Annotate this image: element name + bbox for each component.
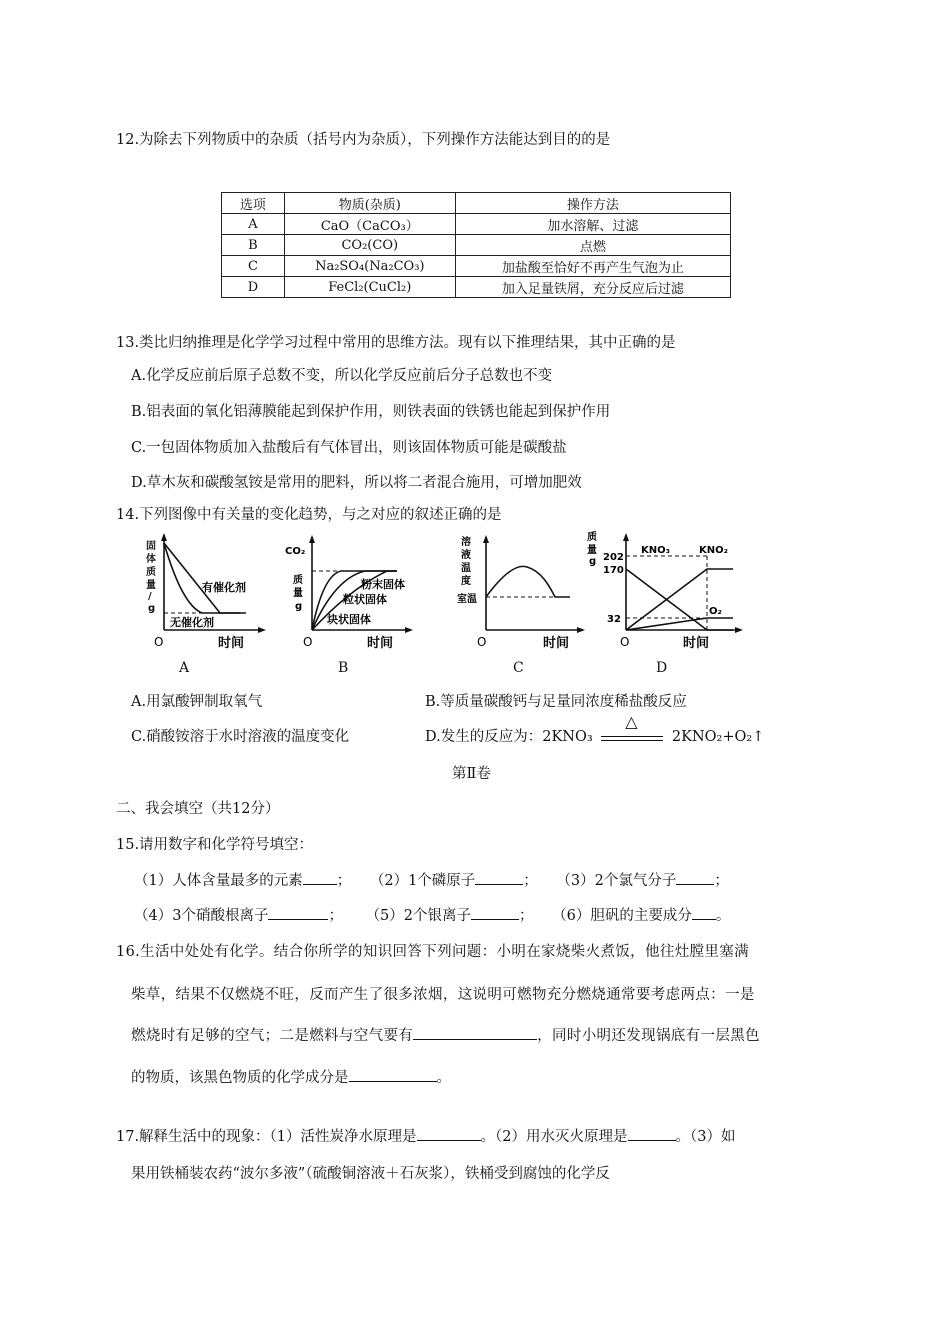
q12-stem: 12.为除去下列物质中的杂质（括号内为杂质），下列操作方法能达到目的的是 (116, 132, 611, 148)
answer-blank[interactable] (268, 905, 328, 920)
graph-c-origin: O (477, 635, 487, 649)
q16-text: 燃烧时有足够的空气；二是燃料与空气要有 (131, 1028, 414, 1044)
graph-b-ylabel-char: g (295, 601, 303, 612)
graph-b-caption: B (338, 660, 349, 676)
graph-c-tick-room-temp: 室温 (457, 594, 477, 605)
answer-blank[interactable] (303, 870, 337, 885)
table-header: 物质(杂质) (284, 193, 455, 214)
graph-b-x-arrow (405, 627, 413, 633)
graph-d-label-o2: O₂ (709, 606, 722, 617)
table-header: 操作方法 (455, 193, 730, 214)
answer-blank[interactable] (417, 1126, 481, 1141)
graph-d-ylabel-char: g (589, 556, 597, 567)
graph-a-label-no-catalyst: 无催化剂 (170, 616, 214, 629)
graph-d-origin: O (620, 635, 630, 649)
answer-blank[interactable] (475, 870, 523, 885)
table-cell: 加盐酸至恰好不再产生气泡为止 (455, 256, 730, 277)
q16-text: 。 (436, 1070, 451, 1086)
graph-a-caption: A (179, 660, 190, 676)
q13-stem: 13.类比归纳推理是化学学习过程中常用的思维方法。现有以下推理结果，其中正确的是 (116, 335, 676, 351)
reaction-arrow (601, 712, 663, 746)
graph-d-tick-32: 32 (607, 614, 621, 625)
graph-d (583, 529, 748, 658)
graph-b-ylabel-char: 量 (293, 588, 303, 599)
graph-d-tick-202: 202 (603, 552, 624, 563)
q15-item-4: （4）3个硝酸根离子 (134, 908, 269, 924)
answer-blank[interactable] (692, 905, 716, 920)
q15-item-3: （3）2个氯气分子 (556, 873, 677, 889)
q13-option-d: D.草木灰和碳酸氢铵是常用的肥料，所以将二者混合施用，可增加肥效 (131, 475, 582, 491)
q17-text: 。（3）如 (675, 1129, 736, 1145)
answer-blank[interactable] (413, 1025, 537, 1040)
answer-blank[interactable] (676, 870, 714, 885)
graph-a-ylabel-char: 体 (146, 554, 156, 565)
q13-option-c: C.一包固体物质加入盐酸后有气体冒出，则该固体物质可能是碳酸盐 (131, 440, 567, 456)
q13-option-b: B.铝表面的氧化铝薄膜能起到保护作用，则铁表面的铁锈也能起到保护作用 (131, 404, 611, 420)
table-cell: CaO（CaCO₃） (284, 214, 455, 235)
section-two-title: 二、我会填空（共12分） (116, 801, 280, 817)
graph-d-y-arrow (623, 533, 629, 541)
graph-a-label-catalyst: 有催化剂 (202, 581, 246, 594)
q16-text: 的物质，该黑色物质的化学成分是 (131, 1070, 349, 1086)
graph-c-ylabel-char: 温 (461, 563, 471, 574)
table-header: 选项 (222, 193, 285, 214)
graph-c-y-arrow (483, 535, 489, 543)
q12-table (221, 192, 731, 298)
graph-b-xlabel: 时间 (367, 636, 394, 651)
graph-b (283, 533, 418, 658)
table-cell: D (222, 277, 285, 298)
q17-text: 17.解释生活中的现象：（1）活性炭净水原理是 (116, 1129, 417, 1145)
graph-c-xlabel: 时间 (543, 636, 570, 651)
table-row (222, 214, 731, 235)
graph-a-ylabel-char: 固 (146, 541, 156, 552)
table-cell: 加入足量铁屑，充分反应后过滤 (455, 277, 730, 298)
table-row (222, 256, 731, 277)
graph-a (140, 533, 270, 658)
graph-c-curve (486, 566, 570, 597)
q15-item-6: （6）胆矾的主要成分 (552, 908, 692, 924)
separator: ； (519, 908, 534, 924)
graph-a-ylabel-char: 质 (146, 567, 156, 578)
graph-b-ytop: CO₂ (285, 546, 306, 557)
q13-option-a: A.化学反应前后原子总数不变，所以化学反应前后分子总数也不变 (131, 368, 553, 384)
graph-a-curve-catalyst (164, 543, 240, 613)
part-two-title: 第Ⅱ卷 (452, 766, 491, 782)
answer-blank[interactable] (349, 1067, 437, 1082)
q15-line-1 (134, 869, 729, 890)
graph-a-ylabel-char: 量 (146, 580, 156, 591)
q17-line-2: 果用铁桶装农药“波尔多液”（硫酸铜溶液＋石灰浆），铁桶受到腐蚀的化学反 (131, 1166, 610, 1182)
q16-line-3 (131, 1024, 760, 1045)
graph-a-origin: O (154, 635, 164, 649)
q16-text: ，同时小明还发现锅底有一层黑色 (537, 1028, 760, 1044)
table-cell: B (222, 235, 285, 256)
q15-item-5: （5）2个银离子 (365, 908, 472, 924)
graph-c-ylabel-char: 液 (461, 550, 471, 561)
separator: ； (714, 873, 729, 889)
table-cell: C (222, 256, 285, 277)
separator: ； (328, 908, 343, 924)
answer-blank[interactable] (471, 905, 519, 920)
graph-d-label-kno3: KNO₃ (641, 545, 670, 556)
q14-option-b: B.等质量碳酸钙与足量同浓度稀盐酸反应 (425, 694, 687, 710)
graph-a-x-arrow (258, 627, 266, 633)
separator: ； (336, 873, 352, 889)
separator: ； (523, 873, 538, 889)
graph-b-label-block: 块状固体 (327, 613, 371, 626)
graph-b-ylabel-char: 质 (293, 575, 303, 586)
graph-c (455, 533, 590, 658)
table-cell: 加水溶解、过滤 (455, 214, 730, 235)
graph-a-ylabel-char: / (148, 591, 152, 602)
q15-item-1: （1）人体含量最多的元素 (134, 873, 303, 889)
q15-stem: 15.请用数字和化学符号填空： (116, 837, 314, 853)
graph-b-y-arrow (309, 535, 315, 543)
heat-symbol: △ (625, 712, 638, 731)
graph-d-line-kno3 (626, 569, 733, 630)
graph-c-ylabel-char: 度 (461, 576, 471, 587)
graph-a-ylabel-char: g (148, 603, 156, 614)
graph-c-ylabel-char: 溶 (461, 537, 471, 548)
table-cell: FeCl₂(CuCl₂) (284, 277, 455, 298)
graph-a-xlabel: 时间 (218, 636, 245, 651)
graph-d-ylabel-char: 质 (587, 532, 597, 543)
table-cell: Na₂SO₄(Na₂CO₃) (284, 256, 455, 277)
graph-c-caption: C (513, 660, 524, 676)
period: 。 (715, 908, 731, 924)
graph-d-tick-170: 170 (603, 565, 624, 576)
q17-line-1 (116, 1125, 736, 1146)
table-cell: 点燃 (455, 235, 730, 256)
graph-b-label-granular: 粒状固体 (343, 593, 387, 606)
q15-line-2 (134, 904, 730, 925)
graph-d-line-o2 (626, 618, 733, 630)
q14-stem: 14.下列图像中有关量的变化趋势，与之对应的叙述正确的是 (116, 507, 502, 523)
graph-a-y-arrow (161, 533, 167, 541)
q16-line-2: 柴草，结果不仅燃烧不旺，反而产生了很多浓烟，这说明可燃物充分燃烧通常要考虑两点：一是 (131, 987, 755, 1003)
answer-blank[interactable] (628, 1126, 676, 1141)
q14-option-d (425, 712, 765, 746)
graph-d-label-kno2: KNO₂ (699, 545, 728, 556)
graph-b-label-powder: 粉末固体 (361, 578, 405, 591)
table-header-row (222, 193, 731, 214)
q14-option-d-suffix: 2KNO₂+O₂↑ (671, 729, 765, 745)
table-cell: CO₂(CO) (284, 235, 455, 256)
graph-d-x-arrow (735, 627, 743, 633)
q17-text: 。（2）用水灭火原理是 (480, 1129, 628, 1145)
table-row (222, 277, 731, 298)
q15-item-2: （2）1个磷原子 (369, 873, 476, 889)
graph-d-xlabel: 时间 (683, 636, 710, 651)
q16-line-4 (131, 1066, 451, 1087)
table-row (222, 235, 731, 256)
graph-b-origin: O (303, 635, 313, 649)
graph-d-caption: D (656, 660, 668, 676)
q14-option-d-prefix: D.发生的反应为：2KNO₃ (425, 729, 593, 745)
graph-d-line-kno2 (626, 569, 733, 630)
q14-option-a: A.用氯酸钾制取氧气 (131, 694, 263, 710)
table-cell: A (222, 214, 285, 235)
graph-d-ylabel-char: 量 (587, 545, 597, 556)
q16-line-1: 16.生活中处处有化学。结合你所学的知识回答下列问题：小明在家烧柴火煮饭，他往灶膛里塞满 (116, 944, 749, 960)
q14-option-c: C.硝酸铵溶于水时溶液的温度变化 (131, 729, 350, 745)
